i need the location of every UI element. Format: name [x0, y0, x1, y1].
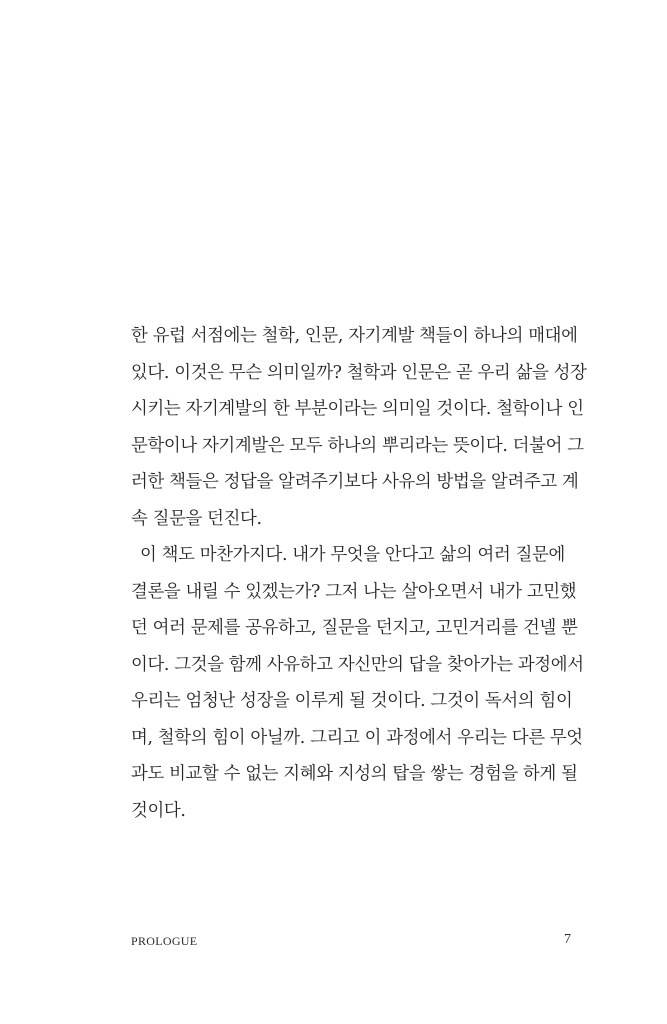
text-line: 속 질문을 던진다.	[131, 508, 262, 529]
text-line: 것이다.	[131, 800, 186, 821]
paragraph-start-line: 이 책도 마찬가지다. 내가 무엇을 안다고 삶의 여러 질문에	[140, 545, 565, 565]
text-line: 시키는 자기계발의 한 부분이라는 의미일 것이다. 철학이나 인	[131, 399, 584, 419]
running-footer-section: PROLOGUE	[131, 934, 198, 948]
text-line: 던 여러 문제를 공유하고, 질문을 던지고, 고민거리를 건넬 뿐	[131, 618, 578, 638]
text-line: 한 유럽 서점에는 철학, 인문, 자기계발 책들이 하나의 매대에	[131, 326, 578, 346]
page-number: 7	[564, 932, 571, 947]
text-line: 결론을 내릴 수 있겠는가? 그저 나는 살아오면서 내가 고민했	[131, 581, 577, 602]
text-line: 있다. 이것은 무슨 의미일까? 철학과 인문은 곧 우리 삶을 성장	[131, 362, 587, 383]
text-line: 우리는 엄청난 성장을 이루게 될 것이다. 그것이 독서의 힘이	[131, 691, 573, 711]
prologue-body-text	[131, 318, 587, 829]
text-line: 며, 철학의 힘이 아닐까. 그리고 이 과정에서 우리는 다른 무엇	[131, 727, 583, 748]
text-line: 과도 비교할 수 없는 지혜와 지성의 탑을 쌓는 경험을 하게 될	[131, 764, 578, 784]
text-line: 문학이나 자기계발은 모두 하나의 뿌리라는 뜻이다. 더불어 그	[131, 435, 584, 456]
text-line: 러한 책들은 정답을 알려주기보다 사유의 방법을 알려주고 계	[131, 472, 579, 492]
text-line: 이다. 그것을 함께 사유하고 자신만의 답을 찾아가는 과정에서	[131, 654, 584, 675]
